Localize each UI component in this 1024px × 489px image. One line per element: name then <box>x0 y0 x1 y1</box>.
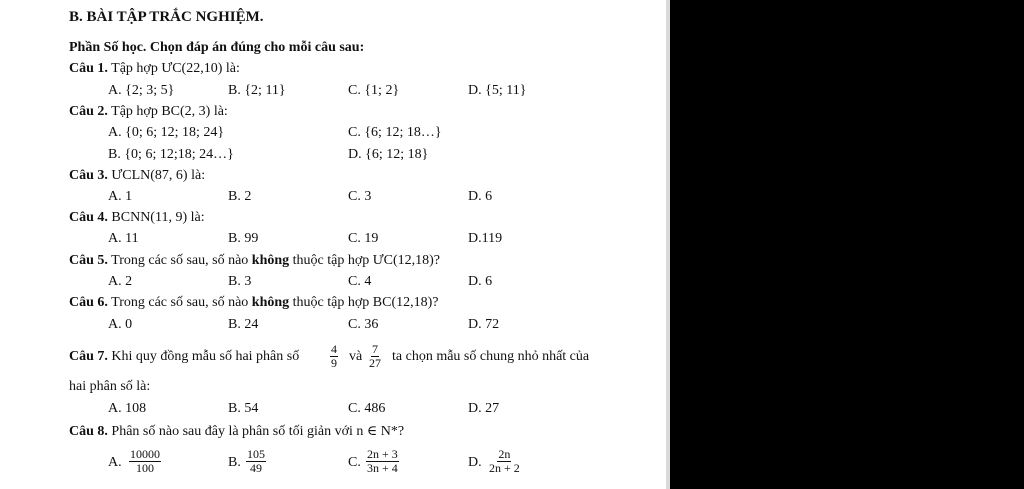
answer-option: A. 2 <box>108 274 133 289</box>
answer-option: D. {6; 12; 18} <box>348 147 429 162</box>
question-text: Phân số nào sau đây là phân số tối giản với n ∈ N*? <box>111 424 405 439</box>
fraction-denominator: 2n + 2 <box>489 461 520 475</box>
question-8 <box>69 424 404 440</box>
fraction <box>129 448 161 475</box>
question-label: Câu 5. <box>69 253 108 268</box>
answer-option: A. {2; 3; 5} <box>108 83 175 98</box>
question-text: thuộc tập hợp BC(12,18)? <box>292 295 439 310</box>
fraction-denominator: 27 <box>369 356 381 370</box>
section-title: B. BÀI TẬP TRẮC NGHIỆM. <box>69 9 264 25</box>
question-emphasis: không <box>251 295 290 310</box>
question-text: ta chọn mẫu số chung nhỏ nhất của <box>392 349 590 364</box>
fraction-numerator: 2n <box>498 447 511 461</box>
answer-option: A. 11 <box>108 231 139 246</box>
answer-option: B. 99 <box>228 231 259 246</box>
answer-letter: C. <box>348 455 361 470</box>
answer-option: C. 4 <box>348 274 372 289</box>
fraction-denominator: 100 <box>136 461 154 475</box>
answer-option: B. 54 <box>228 401 259 416</box>
answer-option: D. 6 <box>468 189 493 204</box>
answer-option: A. {0; 6; 12; 18; 24} <box>108 125 225 140</box>
background-area <box>670 0 1024 489</box>
fraction <box>246 448 266 475</box>
fraction <box>488 448 521 475</box>
question-emphasis: không <box>251 253 290 268</box>
answer-option: B. 24 <box>228 317 259 332</box>
question-text: ƯCLN(87, 6) là: <box>111 168 206 183</box>
fraction-denominator: 3n + 4 <box>367 461 398 475</box>
answer-letter: A. <box>108 455 122 470</box>
fraction-numerator: 105 <box>247 447 265 461</box>
part-title: Phần Số học. Chọn đáp án đúng cho mỗi câu sau: <box>69 40 365 55</box>
question-text-continued: hai phân số là: <box>69 379 151 394</box>
question-4 <box>69 210 205 226</box>
question-2 <box>69 104 228 120</box>
answer-letter: D. <box>468 455 482 470</box>
answer-letter: B. <box>228 455 241 470</box>
question-text: Trong các số sau, số nào <box>111 295 249 310</box>
question-label: Câu 3. <box>69 168 108 183</box>
question-text: BCNN(11, 9) là: <box>111 210 205 225</box>
question-label: Câu 2. <box>69 104 108 119</box>
answer-option: C. 3 <box>348 189 372 204</box>
question-text: Khi quy đồng mẫu số hai phân số <box>111 349 300 364</box>
answer-option: C. 36 <box>348 317 379 332</box>
answer-option: C. {6; 12; 18…} <box>348 125 442 140</box>
fraction-numerator: 2n + 3 <box>367 447 398 461</box>
answer-option: B. 2 <box>228 189 252 204</box>
answer-option: C. 486 <box>348 401 386 416</box>
answer-option: D. 27 <box>468 401 500 416</box>
question-label: Câu 4. <box>69 210 108 225</box>
question-label: Câu 1. <box>69 61 108 76</box>
question-label: Câu 6. <box>69 295 108 310</box>
fraction <box>330 343 338 370</box>
question-7 <box>69 349 299 365</box>
question-text: Tập hợp ƯC(22,10) là: <box>111 61 240 76</box>
fraction <box>368 343 382 370</box>
question-label: Câu 7. <box>69 349 108 364</box>
answer-option: B. {0; 6; 12;18; 24…} <box>108 147 234 162</box>
question-text: Tập hợp BC(2, 3) là: <box>111 104 228 119</box>
fraction-denominator: 49 <box>250 461 262 475</box>
conjunction: và <box>349 349 363 364</box>
fraction-numerator: 7 <box>372 342 378 356</box>
answer-option: A. 0 <box>108 317 133 332</box>
question-6 <box>69 295 438 311</box>
question-5 <box>69 253 440 269</box>
fraction-numerator: 4 <box>331 342 337 356</box>
answer-option: D. 6 <box>468 274 493 289</box>
fraction-numerator: 10000 <box>130 447 160 461</box>
answer-option: A. 108 <box>108 401 147 416</box>
question-text: thuộc tập hợp ƯC(12,18)? <box>292 253 441 268</box>
question-label: Câu 8. <box>69 424 108 439</box>
fraction <box>366 448 399 475</box>
answer-option: D. 72 <box>468 317 500 332</box>
answer-option: A. 1 <box>108 189 133 204</box>
answer-option: B. {2; 11} <box>228 83 286 98</box>
answer-option: D. {5; 11} <box>468 83 527 98</box>
answer-option: C. 19 <box>348 231 379 246</box>
answer-option: C. {1; 2} <box>348 83 400 98</box>
answer-option: D.119 <box>468 231 503 246</box>
answer-option: B. 3 <box>228 274 252 289</box>
question-text: Trong các số sau, số nào <box>111 253 249 268</box>
question-1 <box>69 61 240 77</box>
question-3 <box>69 168 205 184</box>
fraction-denominator: 9 <box>331 356 337 370</box>
